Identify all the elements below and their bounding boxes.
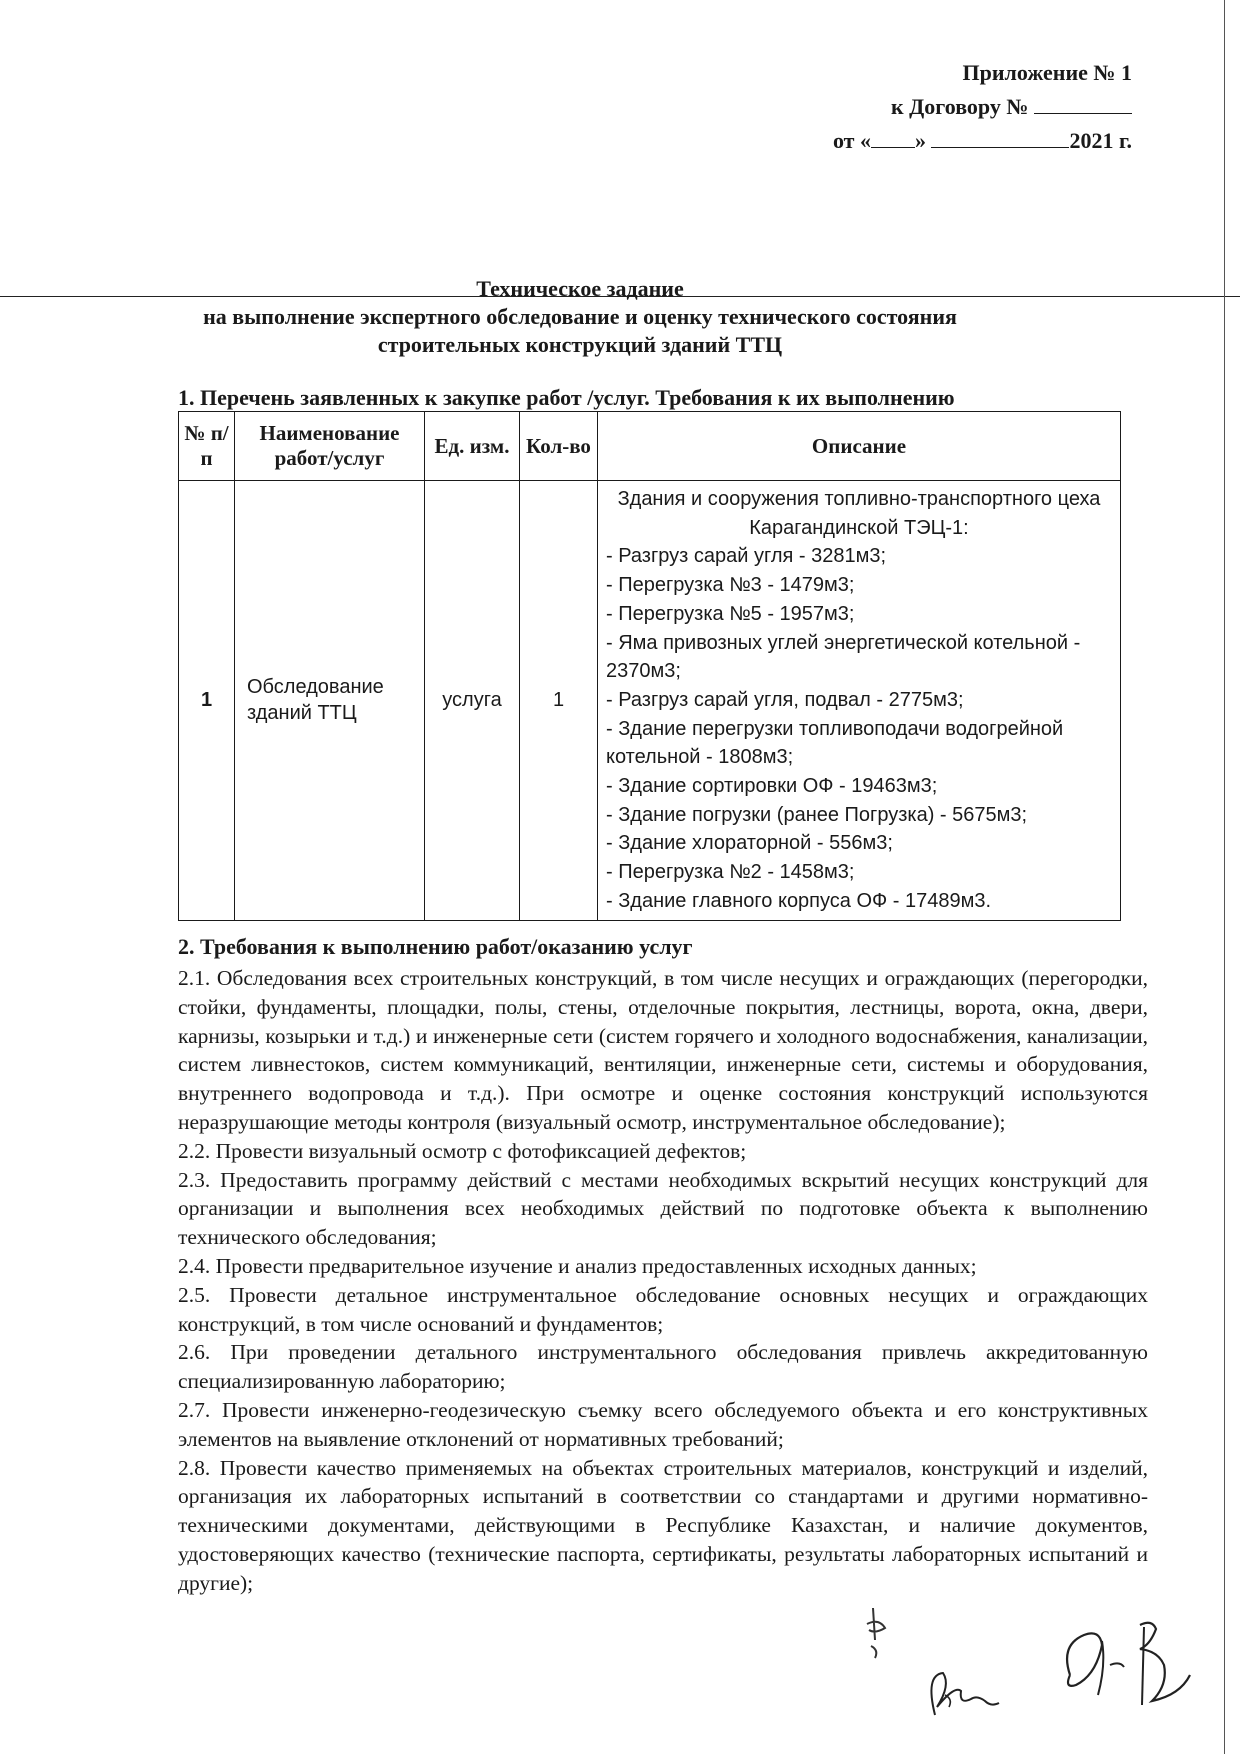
requirement-item: 2.2. Провести визуальный осмотр с фотофиксацией дефектов; [178, 1138, 747, 1163]
description-item: - Перегрузка №5 - 1957м3; [606, 602, 855, 625]
table-header-row [179, 412, 1121, 481]
description-item: - Здание перегрузки топливоподачи водогрейной котельной - 1808м3; [606, 717, 1064, 769]
table-row [179, 481, 1121, 921]
signature-1 [915, 1655, 1005, 1735]
section-2 [178, 932, 1148, 1598]
title-line-1: Техническое задание [476, 276, 684, 301]
col-unit-header: Ед. изм. [425, 412, 520, 481]
row-qty: 1 [520, 481, 598, 921]
title-line-2: на выполнение экспертного обследование и оценку технического состояния [203, 304, 957, 329]
section-2-heading: 2. Требования к выполнению работ/оказанию услуг [178, 934, 693, 959]
contract-prefix: к Договору № [891, 94, 1029, 119]
requirement-item: 2.8. Провести качество применяемых на объектах строительных материалов, конструкций и изделий, организация их лабораторных испытаний в соответствии со стандартами и другими нормативно-техническими документами, действующими в Республике Казахстан, и наличие документов, удостоверяющих качество (технические паспорта, сертификаты, результаты лабораторных испытаний и другие); [178, 1455, 1148, 1595]
col-qty-header: Кол-во [520, 412, 598, 481]
requirement-item: 2.7. Провести инженерно-геодезическую съемку всего обследуемого объекта и его конструктивных элементов на выявление отклонений от нормативных требований; [178, 1397, 1148, 1451]
requirement-item: 2.5. Провести детальное инструментальное обследование основных несущих и ограждающих конструкций, в том числе оснований и фундаментов; [178, 1282, 1148, 1336]
date-month-blank [931, 129, 1069, 148]
requirement-item: 2.1. Обследования всех строительных конструкций, в том числе несущих и ограждающих (перегородки, стойки, фундаменты, площадки, полы, стены, отделочные покрытия, лестницы, ворота, окна, двери, карнизы, козырьки и т.д.) и инженерные сети (систем горячего и холодного водоснабжения, канализации, систем ливнестоков, систем коммуникаций, вентиляции, инженерные сети, системы и оборудования, внутреннего водопровода и т.д.). При осмотре и оценке состояния конструкций используются неразрушающие методы контроля (визуальный осмотр, инструментальное обследование); [178, 966, 1148, 1134]
description-item: - Здание главного корпуса ОФ - 17489м3. [606, 889, 992, 912]
date-prefix: от « [832, 128, 871, 153]
date-day-blank [871, 129, 915, 148]
description-intro: Здания и сооружения топливно-транспортного цеха Карагандинской ТЭЦ-1: [617, 488, 1101, 539]
row-num: 1 [179, 481, 235, 921]
requirement-item: 2.4. Провести предварительное изучение и анализ предоставленных исходных данных; [178, 1253, 977, 1278]
scan-edge-line [1224, 0, 1225, 1754]
description-item: - Яма привозных углей энергетической котельной - 2370м3; [606, 631, 1081, 683]
initials-mark [845, 1600, 905, 1670]
annex-number: Приложение № 1 [962, 60, 1132, 85]
description-item: - Здание сортировки ОФ - 19463м3; [606, 775, 938, 798]
annex-header [833, 56, 1132, 158]
date-mid: » [914, 128, 926, 153]
row-unit: услуга [425, 481, 520, 921]
title-line-3: строительных конструкций зданий ТТЦ [377, 332, 783, 357]
description-item: - Перегрузка №2 - 1458м3; [606, 861, 855, 884]
description-item: - Разгруз сарай угля, подвал - 2775м3; [606, 688, 964, 711]
section-1-heading: 1. Перечень заявленных к закупке работ /услуг. Требования к их выполнению [178, 385, 955, 410]
document-title [0, 275, 1160, 359]
description-item: - Здание погрузки (ранее Погрузка) - 5675м3; [606, 803, 1028, 826]
requirement-item: 2.6. При проведении детального инструментального обследования привлечь аккредитованную специализированную лабораторию; [178, 1340, 1148, 1394]
description-item: - Разгруз сарай угля - 3281м3; [606, 545, 887, 568]
date-year: 2021 г. [1069, 128, 1132, 153]
col-desc-header: Описание [598, 412, 1121, 481]
col-num-header: № п/п [179, 412, 235, 481]
col-name-header: Наименование работ/услуг [235, 412, 425, 481]
contract-date-line [833, 124, 1132, 158]
requirement-item: 2.3. Предоставить программу действий с местами необходимых вскрытий несущих конструкций для организации и выполнения всех необходимых действий по подготовке объекта к выполнению технического обследования; [178, 1167, 1148, 1250]
description-item: - Здание хлораторной - 556м3; [606, 832, 893, 855]
row-name: Обследование зданий ТТЦ [235, 481, 425, 921]
contract-number-line [833, 90, 1132, 124]
works-table [178, 411, 1121, 921]
contract-number-blank [1034, 95, 1132, 114]
signature-2 [1040, 1605, 1220, 1725]
row-description [598, 481, 1121, 921]
description-item: - Перегрузка №3 - 1479м3; [606, 574, 855, 597]
